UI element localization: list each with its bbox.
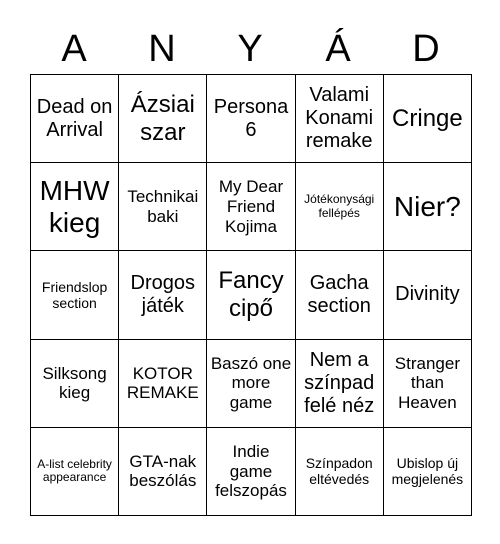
bingo-cell[interactable]: Dead on Arrival <box>31 75 119 163</box>
bingo-cell[interactable]: Persona 6 <box>207 75 295 163</box>
bingo-cell[interactable]: Színpadon eltévedés <box>296 428 384 516</box>
bingo-cell[interactable]: Indie game felszopás <box>207 428 295 516</box>
header-letter-2: N <box>148 28 176 70</box>
bingo-cell[interactable]: Ubislop új megjelenés <box>384 428 472 516</box>
header-letter-3: Y <box>237 28 263 70</box>
bingo-cell[interactable]: MHW kieg <box>31 163 119 251</box>
bingo-cell[interactable]: Silksong kieg <box>31 340 119 428</box>
bingo-cell[interactable]: Technikai baki <box>119 163 207 251</box>
header-letter-4: Á <box>325 28 351 70</box>
bingo-cell[interactable]: A-list celebrity appearance <box>31 428 119 516</box>
bingo-cell[interactable]: Divinity <box>384 251 472 339</box>
bingo-cell[interactable]: GTA-nak beszólás <box>119 428 207 516</box>
bingo-cell[interactable]: Jótékonysági fellépés <box>296 163 384 251</box>
bingo-cell[interactable]: My Dear Friend Kojima <box>207 163 295 251</box>
bingo-cell[interactable]: Nem a színpad felé néz <box>296 340 384 428</box>
header-letter-5: D <box>412 28 440 70</box>
header-letter-1: A <box>61 28 87 70</box>
bingo-cell[interactable]: Stranger than Heaven <box>384 340 472 428</box>
bingo-cell[interactable]: Fancy cipő <box>207 251 295 339</box>
bingo-cell[interactable]: KOTOR REMAKE <box>119 340 207 428</box>
bingo-card-grid <box>30 74 472 516</box>
bingo-cell[interactable]: Cringe <box>384 75 472 163</box>
bingo-cell[interactable]: Baszó one more game <box>207 340 295 428</box>
bingo-cell[interactable]: Gacha section <box>296 251 384 339</box>
bingo-cell[interactable]: Friendslop section <box>31 251 119 339</box>
bingo-cell[interactable]: Valami Konami remake <box>296 75 384 163</box>
bingo-cell[interactable]: Ázsiai szar <box>119 75 207 163</box>
bingo-cell[interactable]: Drogos játék <box>119 251 207 339</box>
bingo-header <box>30 24 470 74</box>
bingo-cell[interactable]: Nier? <box>384 163 472 251</box>
